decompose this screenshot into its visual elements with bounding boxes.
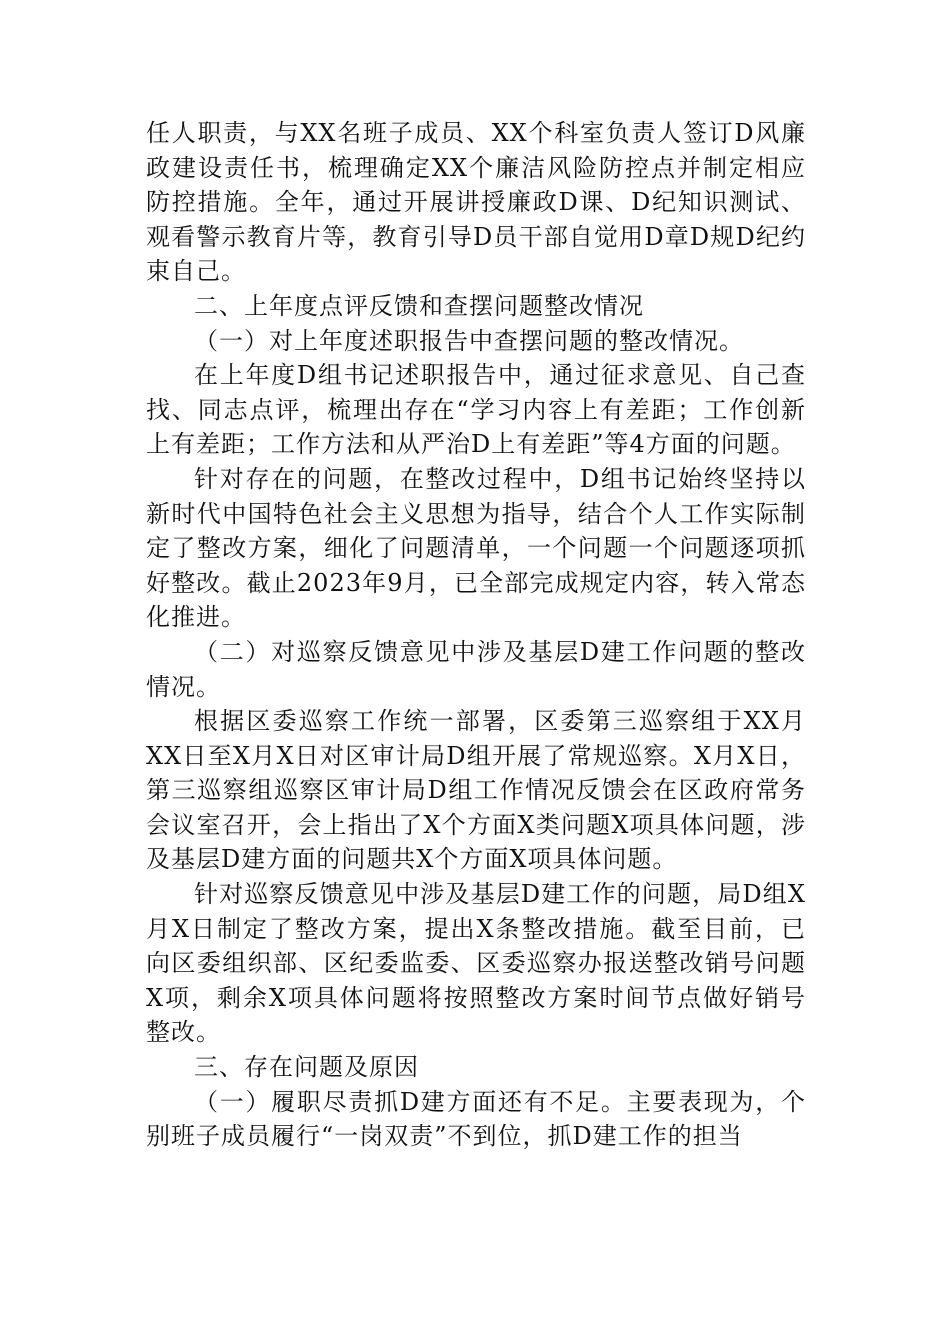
subheading-2-2: （二）对巡察反馈意见中涉及基层D建工作问题的整改情况。 [146, 637, 806, 701]
paragraph-responsibility: 任人职责，与XX名班子成员、XX个科室负责人签订D风廉政建设责任书，梳理确定XX个廉洁风险防控点并制定相应防控措施。全年，通过开展讲授廉政D课、D纪知识测试、观看警示教育片等，教育引导D员干部自觉用D章D规D纪约束自己。 [146, 119, 806, 286]
document-page [146, 116, 806, 1154]
heading-section-2: 二、上年度点评反馈和查摆问题整改情况 [194, 291, 644, 320]
subheading-3-1: （一）履职尽责抓D建方面还有不足。主要表现为，个别班子成员履行“一岗双责”不到位，抓D建工作的担当 [146, 1087, 806, 1151]
paragraph-inspection: 根据区委巡察工作统一部署，区委第三巡察组于XX月XX日至X月X日对区审计局D组开展了常规巡察。X月X日，第三巡察组巡察区审计局D组工作情况反馈会在区政府常务会议室召开，会上指出了X个方面X类问题X项具体问题，涉及基层D建方面的问题共X个方面X项具体问题。 [146, 707, 806, 874]
paragraph-inspection-rectification: 针对巡察反馈意见中涉及基层D建工作的问题，局D组X月X日制定了整改方案，提出X条整改措施。截至目前，已向区委组织部、区纪委监委、区委巡察办报送整改销号问题X项，剩余X项具体问题将按照整改方案时间节点做好销号整改。 [146, 880, 806, 1047]
paragraph-rectification: 针对存在的问题，在整改过程中，D组书记始终坚持以新时代中国特色社会主义思想为指导，结合个人工作实际制定了整改方案，细化了问题清单，一个问题一个问题逐项抓好整改。截止2023年9月，已全部完成规定内容，转入常态化推进。 [146, 464, 806, 632]
subheading-2-1: （一）对上年度述职报告中查摆问题的整改情况。 [194, 326, 744, 355]
paragraph-issues-found: 在上年度D组书记述职报告中，通过征求意见、自己查找、同志点评，梳理出存在“学习内容上有差距；工作创新上有差距；工作方法和从严治D上有差距”等4方面的问题。 [146, 361, 806, 459]
heading-section-3: 三、存在问题及原因 [194, 1053, 419, 1082]
